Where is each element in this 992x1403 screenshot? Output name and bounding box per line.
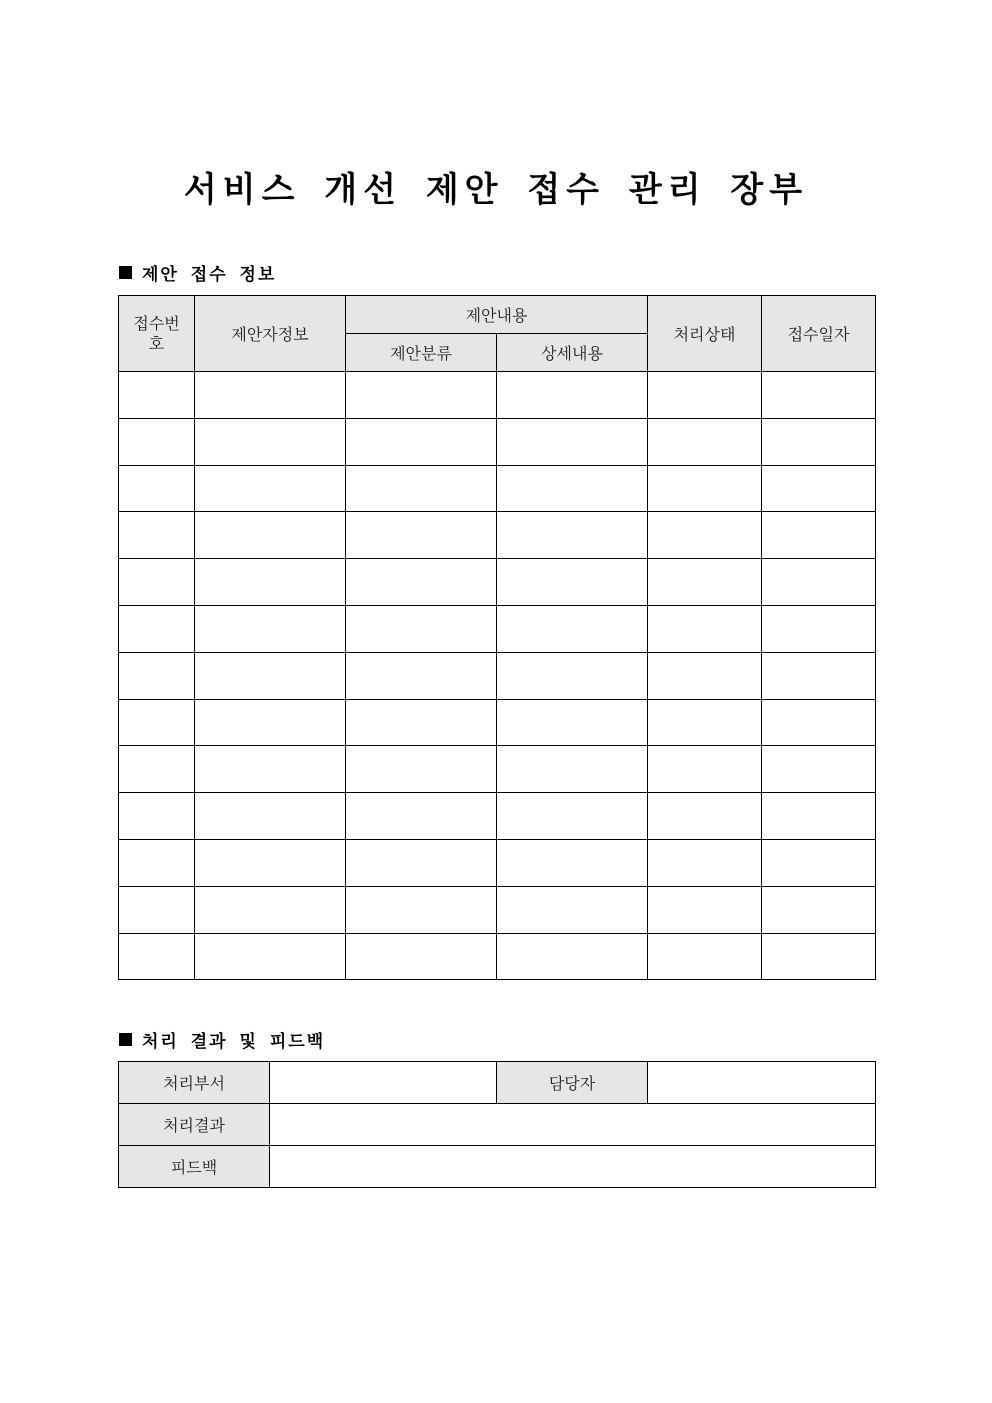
- category-cell[interactable]: [346, 933, 497, 980]
- proposer-info-cell[interactable]: [195, 933, 346, 980]
- receipt-no-cell[interactable]: [119, 418, 195, 465]
- proposer-info-cell[interactable]: [195, 605, 346, 652]
- table-row: [119, 605, 876, 652]
- table-row: [119, 465, 876, 512]
- label-result: 처리결과: [119, 1104, 270, 1146]
- receipt-no-cell[interactable]: [119, 559, 195, 606]
- table-row: [119, 839, 876, 886]
- details-cell[interactable]: [497, 699, 648, 746]
- category-cell[interactable]: [346, 652, 497, 699]
- category-cell[interactable]: [346, 839, 497, 886]
- table-row: [119, 372, 876, 419]
- section-heading-label: 제안 접수 정보: [142, 265, 277, 285]
- receipt-date-cell[interactable]: [762, 839, 876, 886]
- details-cell[interactable]: [497, 886, 648, 933]
- receipt-no-cell[interactable]: [119, 605, 195, 652]
- label-department: 처리부서: [119, 1062, 270, 1104]
- proposer-info-cell[interactable]: [195, 418, 346, 465]
- category-cell[interactable]: [346, 746, 497, 793]
- section-heading-result-feedback: [119, 1027, 325, 1052]
- status-cell[interactable]: [648, 512, 762, 559]
- category-cell[interactable]: [346, 793, 497, 840]
- status-cell[interactable]: [648, 465, 762, 512]
- receipt-date-cell[interactable]: [762, 793, 876, 840]
- receipt-date-cell[interactable]: [762, 512, 876, 559]
- receipt-date-cell[interactable]: [762, 746, 876, 793]
- table-row: [119, 933, 876, 980]
- category-cell[interactable]: [346, 465, 497, 512]
- receipt-date-cell[interactable]: [762, 605, 876, 652]
- square-bullet-icon: [119, 266, 132, 279]
- details-cell[interactable]: [497, 793, 648, 840]
- status-cell[interactable]: [648, 886, 762, 933]
- header-proposal-content: 제안내용: [346, 296, 648, 334]
- header-details: 상세내용: [497, 334, 648, 372]
- category-cell[interactable]: [346, 512, 497, 559]
- table-row: [119, 746, 876, 793]
- receipt-no-cell[interactable]: [119, 933, 195, 980]
- section-heading-receipt-info: [119, 260, 276, 285]
- header-proposer-info: 제안자정보: [195, 296, 346, 372]
- category-cell[interactable]: [346, 886, 497, 933]
- proposer-info-cell[interactable]: [195, 793, 346, 840]
- receipt-no-cell[interactable]: [119, 839, 195, 886]
- table-row: [119, 886, 876, 933]
- proposer-info-cell[interactable]: [195, 746, 346, 793]
- receipt-no-cell[interactable]: [119, 652, 195, 699]
- status-cell[interactable]: [648, 933, 762, 980]
- result-field[interactable]: [270, 1104, 876, 1146]
- details-cell[interactable]: [497, 465, 648, 512]
- table-row: [119, 699, 876, 746]
- receipt-info-table: [118, 295, 876, 980]
- details-cell[interactable]: [497, 933, 648, 980]
- receipt-date-cell[interactable]: [762, 699, 876, 746]
- category-cell[interactable]: [346, 418, 497, 465]
- receipt-no-cell[interactable]: [119, 372, 195, 419]
- details-cell[interactable]: [497, 652, 648, 699]
- status-cell[interactable]: [648, 839, 762, 886]
- category-cell[interactable]: [346, 699, 497, 746]
- proposer-info-cell[interactable]: [195, 886, 346, 933]
- receipt-date-cell[interactable]: [762, 652, 876, 699]
- section-heading-label: 처리 결과 및 피드백: [142, 1032, 326, 1052]
- proposer-info-cell[interactable]: [195, 465, 346, 512]
- feedback-field[interactable]: [270, 1146, 876, 1188]
- status-cell[interactable]: [648, 793, 762, 840]
- details-cell[interactable]: [497, 372, 648, 419]
- table-row: [119, 418, 876, 465]
- status-cell[interactable]: [648, 652, 762, 699]
- receipt-date-cell[interactable]: [762, 465, 876, 512]
- receipt-no-cell[interactable]: [119, 886, 195, 933]
- label-manager: 담당자: [497, 1062, 648, 1104]
- status-cell[interactable]: [648, 746, 762, 793]
- receipt-no-cell[interactable]: [119, 793, 195, 840]
- details-cell[interactable]: [497, 418, 648, 465]
- table-row: [119, 512, 876, 559]
- proposer-info-cell[interactable]: [195, 839, 346, 886]
- receipt-date-cell[interactable]: [762, 933, 876, 980]
- details-cell[interactable]: [497, 605, 648, 652]
- category-cell[interactable]: [346, 605, 497, 652]
- receipt-date-cell[interactable]: [762, 418, 876, 465]
- category-cell[interactable]: [346, 372, 497, 419]
- document-title: 서비스 개선 제안 접수 관리 장부: [183, 170, 809, 210]
- details-cell[interactable]: [497, 746, 648, 793]
- details-cell[interactable]: [497, 839, 648, 886]
- status-cell[interactable]: [648, 605, 762, 652]
- receipt-date-cell[interactable]: [762, 559, 876, 606]
- table-row: [119, 793, 876, 840]
- table-row: [119, 559, 876, 606]
- department-field[interactable]: [270, 1062, 497, 1104]
- receipt-date-cell[interactable]: [762, 372, 876, 419]
- receipt-no-cell[interactable]: [119, 746, 195, 793]
- proposer-info-cell[interactable]: [195, 699, 346, 746]
- status-cell[interactable]: [648, 418, 762, 465]
- details-cell[interactable]: [497, 559, 648, 606]
- status-cell[interactable]: [648, 559, 762, 606]
- header-status: 처리상태: [648, 296, 762, 372]
- status-cell[interactable]: [648, 699, 762, 746]
- manager-field[interactable]: [648, 1062, 876, 1104]
- header-receipt-date: 접수일자: [762, 296, 876, 372]
- proposer-info-cell[interactable]: [195, 512, 346, 559]
- receipt-no-cell[interactable]: [119, 465, 195, 512]
- receipt-date-cell[interactable]: [762, 886, 876, 933]
- receipt-no-cell[interactable]: [119, 512, 195, 559]
- result-feedback-table: [118, 1061, 876, 1188]
- header-receipt-no: 접수번호: [119, 296, 195, 372]
- status-cell[interactable]: [648, 372, 762, 419]
- proposer-info-cell[interactable]: [195, 559, 346, 606]
- label-feedback: 피드백: [119, 1146, 270, 1188]
- proposer-info-cell[interactable]: [195, 652, 346, 699]
- details-cell[interactable]: [497, 512, 648, 559]
- square-bullet-icon: [119, 1033, 132, 1046]
- table-row: [119, 652, 876, 699]
- proposer-info-cell[interactable]: [195, 372, 346, 419]
- header-category: 제안분류: [346, 334, 497, 372]
- category-cell[interactable]: [346, 559, 497, 606]
- receipt-no-cell[interactable]: [119, 699, 195, 746]
